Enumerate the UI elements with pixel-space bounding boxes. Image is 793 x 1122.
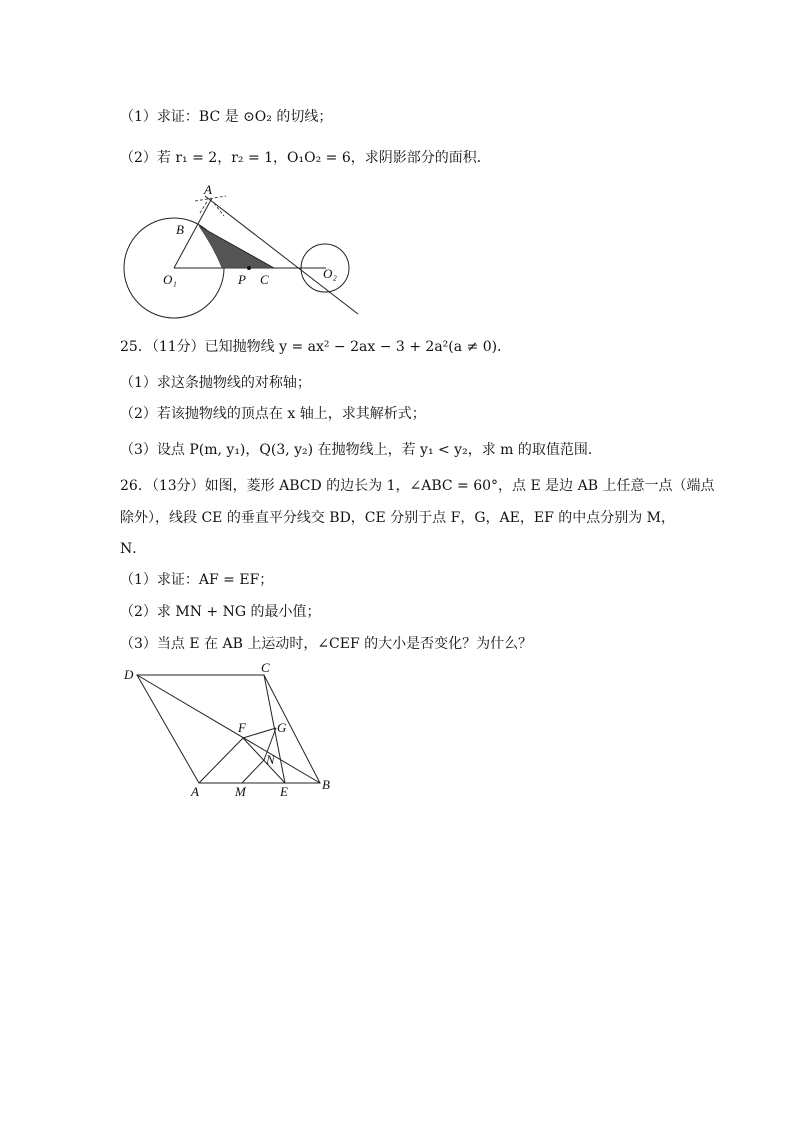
label-o2: O₂ [323, 266, 337, 281]
label-e: E [280, 784, 288, 799]
label-f: F [238, 720, 246, 735]
label-b: B [322, 777, 330, 792]
q25-stem: 25．（11分）已知抛物线 y = ax² − 2ax − 3 + 2a²(a ≠ 0)． [120, 339, 512, 355]
label-b: B [176, 222, 184, 237]
q25-part3: （3）设点 P(m, y₁)，Q(3, y₂) 在抛物线上，若 y₁ < y₂，求 m 的取值范围． [120, 442, 602, 458]
label-c: C [260, 272, 269, 287]
label-n: N [266, 752, 275, 767]
label-a: A [191, 784, 199, 799]
q26-stem-line1: 26．（13分）如图，菱形 ABCD 的边长为 1，∠ABC = 60°，点 E 是边 AB 上任意一点（端点 [120, 478, 715, 494]
q26-stem-line3: N． [120, 541, 147, 557]
label-a: A [204, 182, 212, 197]
q26-part3: （3）当点 E 在 AB 上运动时，∠CEF 的大小是否变化？为什么？ [120, 636, 533, 652]
label-g: G [277, 720, 287, 735]
label-p: P [238, 272, 246, 287]
segment-fg [243, 728, 276, 738]
q24-part2: （2）若 r₁ = 2，r₂ = 1，O₁O₂ = 6，求阴影部分的面积． [120, 150, 491, 166]
q26-part1: （1）求证：AF = EF； [120, 572, 274, 588]
segment-af [199, 738, 243, 783]
label-c: C [261, 660, 270, 675]
label-d: D [124, 667, 134, 682]
q26-stem-line2: 除外），线段 CE 的垂直平分线交 BD，CE 分别于点 F，G，AE，EF 的中点分别为 M， [120, 510, 676, 526]
label-m: M [235, 784, 246, 799]
q26-part2: （2）求 MN + NG 的最小值； [120, 604, 321, 620]
q24-part1: （1）求证：BC 是 ⊙O₂ 的切线； [120, 109, 333, 125]
q25-part1: （1）求这条抛物线的对称轴； [120, 375, 311, 391]
q25-part2: （2）若该抛物线的顶点在 x 轴上，求其解析式； [120, 406, 426, 422]
label-o1: O₁ [163, 272, 177, 287]
segment-mn [242, 760, 264, 783]
